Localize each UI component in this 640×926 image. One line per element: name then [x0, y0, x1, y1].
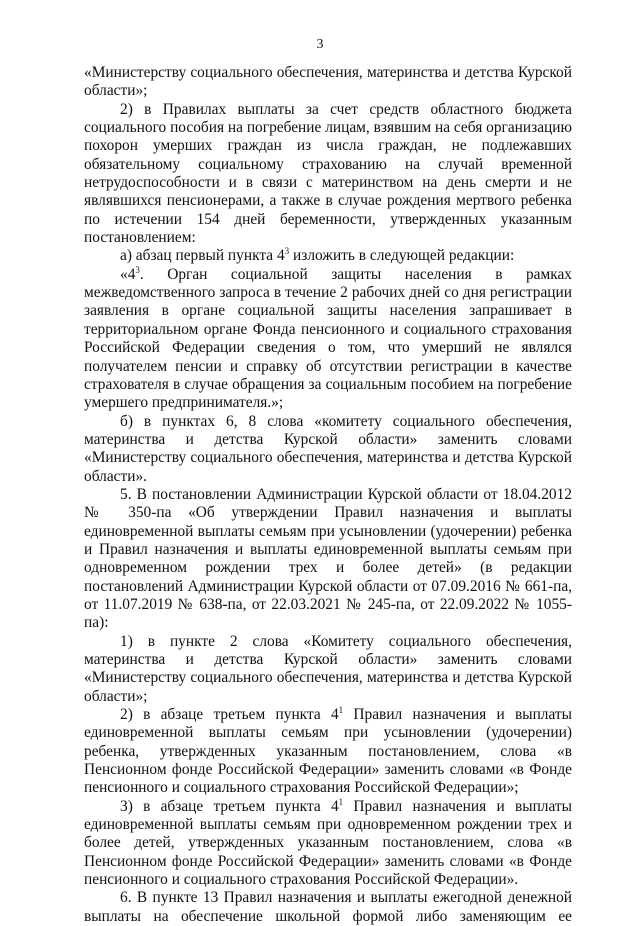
paragraph-5 [84, 486, 572, 633]
paragraph-text: 3) в абзаце третьем пункта 4 [120, 797, 339, 815]
paragraph-text: . Орган социальной защиты населения в рамках межведомственного запроса в течение 2 рабочих дней со дня регистрации заявления в органе социальной защиты населения запрашивает в территориальном органе Фонда пенсионного и социального страхования Российской Федерации сведения о том, что умерший не являлся получателем пенсии и справку об отсутствии регистрации в качестве страхователя в случае обращения за социальным пособием на погребение умершего предпринимателя.»; [84, 265, 572, 412]
paragraph-text: Правил назначения и выплаты единовременной выплаты семьям при одновременном рождении трех и более детей, утвержденных указанным постановлением, слова «в Пенсионном фонде Российской Федерации» заменить словами «в Фонде пенсионного и социального страхования Российской Федерации». [84, 797, 572, 889]
superscript: 1 [338, 705, 344, 716]
document-body [84, 64, 572, 926]
paragraph-text: «Министерству социального обеспечения, материнства и детства Курской области»; [84, 64, 572, 100]
paragraph-text: 5. В постановлении Администрации Курской области от 18.04.2012 № 350-па «Об утверждении Правил назначения и выплаты единовременной выплаты семьям при усыновлении (удочерении) ребенка и Правил назначения и выплаты единовременной выплаты семьям при одновременном рождении трех и более детей» (в редакции постановлений Администрации Курской области от 07.09.2016 № 661-па, от 11.07.2019 № 638-па, от 22.03.2021 № 245-па, от 22.09.2022 № 1055-па): [84, 485, 572, 632]
paragraph-text: б) в пунктах 6, 8 слова «комитету социального обеспечения, материнства и детства Курской области» заменить словами «Министерству социального обеспечения, материнства и детства Курской области». [84, 412, 572, 485]
paragraph-2a [84, 247, 572, 265]
paragraph-text: 1) в пункте 2 слова «Комитету социального обеспечения, материнства и детства Курской области» заменить словами «Министерству социального обеспечения, материнства и детства Курской области»; [84, 632, 572, 705]
paragraph-5-1 [84, 633, 572, 706]
page-number: 3 [316, 37, 324, 52]
paragraph-2a-new-text [84, 266, 572, 413]
paragraph-text: Правил назначения и выплаты единовременной выплаты семьям при усыновлении (удочерении) ребенка, утвержденных указанным постановлением, слова «в Пенсионном фонде Российской Федерации» заменить словами «в Фонде пенсионного и социального страхования Российской Федерации»; [84, 706, 572, 797]
paragraph-5-2 [84, 706, 572, 798]
paragraph-text: 2) в абзаце третьем пункта 4 [120, 706, 339, 724]
paragraph-text: а) абзац первый пункта 4 [120, 247, 285, 265]
paragraph-text: «4 [120, 265, 136, 283]
paragraph-text: 2) в Правилах выплаты за счет средств областного бюджета социального пособия на погребение лицам, взявшим на себя организацию похорон умерших граждан из числа граждан, не подлежавших обязательному социальному страхованию на случай временной нетрудоспособности и в связи с материнством на день смерти и не являвшихся пенсионерами, а также в случае рождения мертвого ребенка по истечении 154 дней беременности, утвержденных указанным постановлением: [84, 100, 573, 247]
superscript: 3 [135, 264, 140, 275]
superscript: 1 [338, 796, 344, 807]
superscript: 3 [284, 246, 290, 257]
paragraph-1-continuation [84, 64, 572, 101]
paragraph-2-burial-rules [84, 101, 572, 248]
paragraph-6 [84, 889, 572, 926]
paragraph-text: 6. В пункте 13 Правил назначения и выплаты ежегодной денежной выплаты на обеспечение школьной формой либо заменяющим ее [84, 889, 572, 925]
paragraph-5-3 [84, 798, 572, 890]
paragraph-text: изложить в следующей редакции: [289, 247, 515, 265]
paragraph-2b [84, 413, 572, 486]
